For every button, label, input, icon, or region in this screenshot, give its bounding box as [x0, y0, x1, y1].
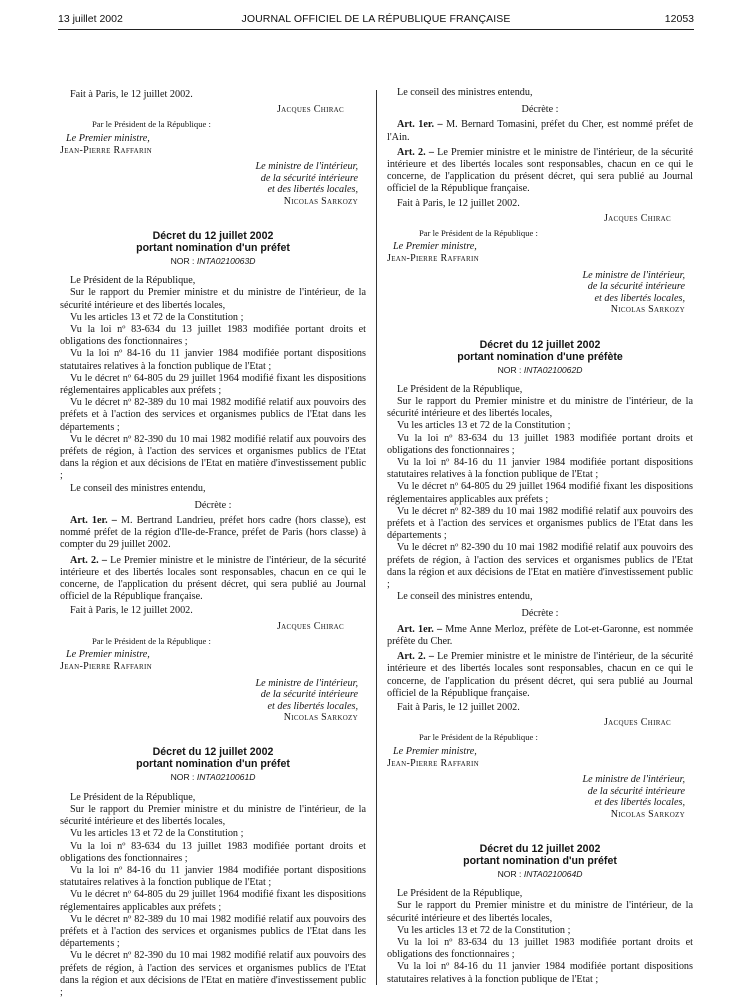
- decree-merloz: [387, 339, 693, 821]
- decrete-heading: Décrète :: [521, 608, 559, 620]
- paragraph: Le Président de la République,: [70, 791, 196, 803]
- president-name: Jacques Chirac: [276, 104, 344, 116]
- minister-name: Nicolas Sarkozy: [283, 195, 358, 207]
- paragraph: Vu le décret nº 82-389 du 10 mai 1982 modifié relatif aux pouvoirs des préfets et à l'action des services et organismes publics de l'Etat dans les départements ;: [387, 505, 693, 542]
- paragraph: Vu le décret nº 64-805 du 29 juillet 1964 modifié fixant les dispositions réglementaires applicables aux préfets ;: [60, 372, 366, 397]
- minister-title: Le ministre de l'intérieur, de la sécurité intérieure et des libertés locales,: [582, 773, 685, 809]
- article-2: Art. 2. – Le Premier ministre et le ministre de l'intérieur, de la sécurité intérieure et des libertés locales sont responsables, chacun en ce qui le concerne, de l'application du présent décret, qui sera publié au Journal officiel de la République française.: [387, 651, 693, 699]
- paragraph: Sur le rapport du Premier ministre et du ministre de l'intérieur, de la sécurité intérieure et des libertés locales,: [387, 396, 693, 420]
- journal-title: JOURNAL OFFICIEL DE LA RÉPUBLIQUE FRANÇAISE: [241, 13, 511, 25]
- decree-fourth: [387, 843, 693, 986]
- paragraph: Vu la loi nº 84-16 du 11 janvier 1984 modifiée portant dispositions statutaires relatives à la fonction publique de l'Etat ;: [60, 864, 366, 889]
- minister-name: Nicolas Sarkozy: [610, 808, 685, 820]
- paragraph: Vu les articles 13 et 72 de la Constitution ;: [397, 420, 571, 432]
- prime-minister-name: Jean-Pierre Raffarin: [60, 144, 152, 156]
- decree-title: Décret du 12 juillet 2002 portant nomination d'un préfet: [463, 842, 617, 867]
- left-column: [60, 87, 366, 999]
- right-column: [387, 87, 693, 986]
- paragraph: Vu la loi nº 83-634 du 13 juillet 1983 modifiée portant droits et obligations des fonctionnaires ;: [387, 936, 693, 961]
- paragraph: Vu le décret nº 82-389 du 10 mai 1982 modifié relatif aux pouvoirs des préfets et à l'action des services et organismes publics de l'Etat dans les départements ;: [60, 913, 366, 950]
- paragraph: Vu les articles 13 et 72 de la Constitution ;: [70, 828, 244, 840]
- article-1: Art. 1er. – Mme Anne Merloz, préfète de Lot-et-Garonne, est nommée préfète du Cher.: [387, 623, 693, 647]
- paragraph: Le Président de la République,: [397, 383, 523, 395]
- nor-reference: NOR : INTA0210061D: [170, 772, 256, 783]
- par-le-president: Par le Président de la République :: [92, 635, 211, 646]
- fait-a-paris: Fait à Paris, le 12 juillet 2002.: [70, 89, 193, 100]
- prime-minister-title: Le Premier ministre,: [393, 241, 477, 253]
- par-le-president: Par le Président de la République :: [419, 732, 538, 743]
- prime-minister-name: Jean-Pierre Raffarin: [387, 253, 479, 265]
- paragraph: Vu le décret nº 82-390 du 10 mai 1982 modifié relatif aux pouvoirs des préfets de région, à l'action des services et organismes publics de l'Etat dans la région et aux décisions de l'Etat en matière d'investissement public ;: [60, 950, 366, 998]
- article-1: Art. 1er. – M. Bernard Tomasini, préfet du Cher, est nommé préfet de l'Ain.: [387, 119, 693, 143]
- par-le-president: Par le Président de la République :: [92, 119, 211, 130]
- minister-title: Le ministre de l'intérieur, de la sécurité intérieure et des libertés locales,: [255, 161, 358, 196]
- minister-title: Le ministre de l'intérieur, de la sécurité intérieure et des libertés locales,: [582, 269, 685, 304]
- decrete-heading: Décrète :: [521, 104, 559, 116]
- paragraph: Vu la loi nº 83-634 du 13 juillet 1983 modifiée portant droits et obligations des fonctionnaires ;: [60, 324, 366, 348]
- paragraph: Vu la loi nº 84-16 du 11 janvier 1984 modifiée portant dispositions statutaires relatives à la fonction publique de l'Etat ;: [387, 457, 693, 481]
- paragraph: Vu la loi nº 83-634 du 13 juillet 1983 modifiée portant droits et obligations des fonctionnaires ;: [60, 840, 366, 864]
- president-name: Jacques Chirac: [276, 620, 344, 632]
- decrete-heading: Décrète :: [194, 499, 232, 511]
- fait-a-paris: Fait à Paris, le 12 juillet 2002.: [397, 701, 520, 713]
- nor-reference: NOR : INTA0210063D: [170, 256, 256, 266]
- president-name: Jacques Chirac: [603, 717, 671, 729]
- header-date: 13 juillet 2002: [58, 13, 123, 25]
- article-2: Art. 2. – Le Premier ministre et le ministre de l'intérieur, de la sécurité intérieure et des libertés locales sont responsables, chacun en ce qui le concerne, de l'application du présent décret, qui sera publié au Journal officiel de la République française.: [387, 146, 693, 195]
- prime-minister-title: Le Premier ministre,: [66, 649, 150, 661]
- fait-a-paris: Fait à Paris, le 12 juillet 2002.: [70, 605, 193, 617]
- paragraph: Vu la loi nº 83-634 du 13 juillet 1983 modifiée portant droits et obligations des fonctionnaires ;: [387, 432, 693, 456]
- paragraph: Vu le décret nº 82-390 du 10 mai 1982 modifié relatif aux pouvoirs des préfets de région, à l'action des services et organismes publics de l'Etat dans la région et aux décisions de l'Etat en matière d'investissement public ;: [387, 542, 693, 591]
- minister-name: Nicolas Sarkozy: [283, 712, 358, 724]
- paragraph: Vu les articles 13 et 72 de la Constitution ;: [70, 311, 244, 323]
- president-name: Jacques Chirac: [603, 212, 671, 224]
- nor-reference: NOR : INTA0210062D: [497, 364, 583, 375]
- decree-landrieu: [60, 230, 366, 724]
- paragraph: Le Président de la République,: [397, 888, 523, 900]
- paragraph: Sur le rapport du Premier ministre et du ministre de l'intérieur, de la sécurité intérieure et des libertés locales,: [60, 287, 366, 311]
- prime-minister-title: Le Premier ministre,: [66, 132, 150, 144]
- paragraph: Vu le décret nº 82-389 du 10 mai 1982 modifié relatif aux pouvoirs des préfets et à l'action des services et organismes publics de l'Etat dans les départements ;: [60, 397, 366, 433]
- article-1: Art. 1er. – M. Bertrand Landrieu, préfet hors cadre (hors classe), est nommé préfet de la région d'Ile-de-France, préfet de Paris (hors classe) à compter du 29 juillet 2002.: [60, 515, 366, 551]
- decree-second: [60, 746, 366, 999]
- decree-title: Décret du 12 juillet 2002 portant nomination d'une préfète: [457, 338, 623, 363]
- paragraph: Vu la loi nº 84-16 du 11 janvier 1984 modifiée portant dispositions statutaires relatives à la fonction publique de l'Etat ;: [60, 348, 366, 372]
- paragraph: Le conseil des ministres entendu,: [397, 591, 533, 603]
- par-le-president: Par le Président de la République :: [419, 228, 538, 239]
- paragraph: Sur le rapport du Premier ministre et du ministre de l'intérieur, de la sécurité intérieure et des libertés locales,: [60, 803, 366, 828]
- paragraph: Vu le décret nº 64-805 du 29 juillet 1964 modifié fixant les dispositions réglementaires applicables aux préfets ;: [60, 889, 366, 913]
- decree-title: Décret du 12 juillet 2002 portant nomination d'un préfet: [136, 746, 290, 771]
- paragraph: Le conseil des ministres entendu,: [70, 482, 206, 494]
- decree-tomasini-end: [387, 87, 693, 317]
- page-header: [58, 13, 694, 27]
- nor-reference: NOR : INTA0210064D: [497, 868, 583, 879]
- page-number: 12053: [664, 13, 694, 25]
- minister-name: Nicolas Sarkozy: [610, 304, 685, 316]
- column-divider: [376, 90, 377, 985]
- fait-a-paris: Fait à Paris, le 12 juillet 2002.: [397, 197, 520, 209]
- minister-title: Le ministre de l'intérieur, de la sécurité intérieure et des libertés locales,: [255, 677, 358, 712]
- paragraph: Le conseil des ministres entendu,: [397, 87, 533, 98]
- header-rule: [58, 29, 694, 30]
- paragraph: Sur le rapport du Premier ministre et du ministre de l'intérieur, de la sécurité intérieure et des libertés locales,: [387, 900, 693, 924]
- prime-minister-name: Jean-Pierre Raffarin: [387, 757, 479, 769]
- paragraph: Vu les articles 13 et 72 de la Constitution ;: [397, 924, 571, 936]
- paragraph: Vu la loi nº 84-16 du 11 janvier 1984 modifiée portant dispositions statutaires relatives à la fonction publique de l'Etat ;: [387, 961, 693, 985]
- paragraph: Vu le décret nº 64-805 du 29 juillet 1964 modifié fixant les dispositions réglementaires applicables aux préfets ;: [387, 481, 693, 505]
- prime-minister-name: Jean-Pierre Raffarin: [60, 661, 152, 673]
- article-2: Art. 2. – Le Premier ministre et le ministre de l'intérieur, de la sécurité intérieure et des libertés locales sont responsables, chacun en ce qui le concerne, de l'application du présent décret, qui sera publié au Journal officiel de la République française.: [60, 554, 366, 603]
- paragraph: Vu le décret nº 82-390 du 10 mai 1982 modifié relatif aux pouvoirs des préfets de région, à l'action des services et organismes publics de l'Etat dans la région et aux décisions de l'Etat en matière d'investissement public ;: [60, 433, 366, 482]
- paragraph: Le Président de la République,: [70, 275, 196, 287]
- decree-title: Décret du 12 juillet 2002 portant nomination d'un préfet: [136, 230, 290, 254]
- signature-block: [60, 89, 366, 208]
- prime-minister-title: Le Premier ministre,: [393, 745, 477, 757]
